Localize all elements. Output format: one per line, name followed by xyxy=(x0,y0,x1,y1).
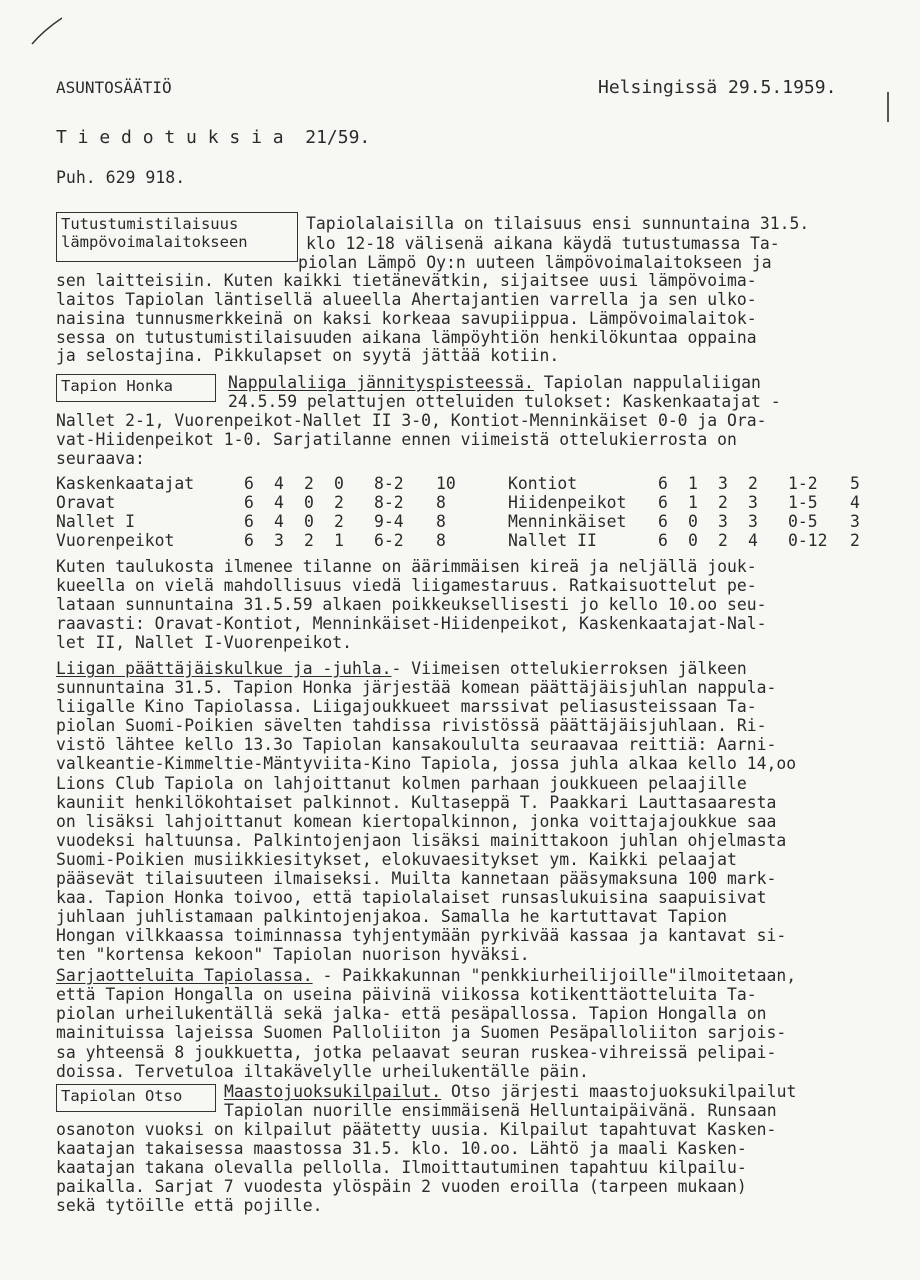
stat-cell: 1 xyxy=(688,474,698,493)
text-line: liigalle Kino Tapiolassa. Liigajoukkueet marssivat peliasusteissaan Ta- xyxy=(56,697,757,717)
organization-name: ASUNTOSÄÄTIÖ xyxy=(56,78,172,97)
text-line: kauniit henkilökohtaiset palkinnot. Kultaseppä T. Paakkari Lauttasaaresta xyxy=(56,792,777,812)
stat-cell: 2 xyxy=(718,493,728,512)
standings-table-right xyxy=(508,474,880,550)
stat-cell: 4 xyxy=(274,493,284,512)
text-line: kaatajan takana olevalla pellolla. Ilmoittautuminen tapahtuu kilpailu- xyxy=(56,1158,747,1178)
team-name-cell: Menninkäiset xyxy=(508,512,627,531)
team-name-cell: Nallet II xyxy=(508,531,597,550)
section-label-box: Tapiolan Otso xyxy=(56,1084,216,1112)
text-line: kaatajan takaisessa maastossa 31.5. klo. 10.oo. Lähtö ja maali Kasken- xyxy=(56,1139,747,1159)
stat-cell: 10 xyxy=(436,474,456,493)
text-line: Lions Club Tapiola on lahjoittanut kolmen parhaan joukkueen pelaajille xyxy=(56,773,747,793)
stat-cell: 4 xyxy=(274,512,284,531)
text-line xyxy=(56,659,747,679)
text-line: kaa. Tapion Honka toivoo, että tapiolalaiset runsaslukuisina saapuisivat xyxy=(56,888,767,908)
text-line: valkeantie-Kimmeltie-Mäntyviita-Kino Tapiola, jossa juhla alkaa kello 14,oo xyxy=(56,754,797,774)
stat-cell: 2 xyxy=(304,531,314,550)
stat-cell: 0-5 xyxy=(788,512,818,531)
text-line: doissa. Tervetuloa iltakävelylle urheilukentälle päin. xyxy=(56,1061,589,1081)
text-line: sessa on tutustumistilaisuuden aikana lämpöyhtiön henkilökuntaa oppaina xyxy=(56,328,757,347)
stat-cell: 6 xyxy=(658,531,668,550)
team-name-cell: Kontiot xyxy=(508,474,578,493)
text-line: on lisäksi lahjoittanut komean kiertopalkinnon, jonka voittajajoukkue saa xyxy=(56,811,777,831)
text-line: ten "kortensa kekoon" Tapiolan nuorison hyväksi. xyxy=(56,945,530,965)
bulletin-title: T i e d o t u k s i a 21/59. xyxy=(56,127,371,148)
text-line: piolan urheilukentällä sekä jalka- että pesäpallossa. Tapion Hongalla on xyxy=(56,1004,767,1024)
stat-cell: 3 xyxy=(718,512,728,531)
text-line: naisina tunnusmerkkeinä on kaksi korkeaa savupiippua. Lämpövoimalaitok- xyxy=(56,309,757,328)
stat-cell: 2 xyxy=(334,512,344,531)
section-heading: Liigan päättäjäiskulkue ja -juhla. xyxy=(56,659,392,678)
text-line: pääsevät tilaisuuteen ilmaiseksi. Muilta kannetaan pääsymaksuna 100 mark- xyxy=(56,869,777,888)
section-heading: Nappulaliiga jännityspisteessä. xyxy=(228,373,534,392)
team-name-cell: Kaskenkaatajat xyxy=(56,474,195,493)
text-line: osanoton vuoksi on kilpailut päätetty uusia. Kilpailut tapahtuvat Kasken- xyxy=(56,1120,777,1139)
stat-cell: 8-2 xyxy=(374,493,404,512)
stat-cell: 8 xyxy=(436,531,446,550)
stat-cell: 5 xyxy=(850,474,860,493)
stat-cell: 6 xyxy=(244,493,254,512)
text-run: Tapiolan nappulaliigan xyxy=(533,373,761,392)
stat-cell: 4 xyxy=(748,531,758,550)
team-name-cell: Oravat xyxy=(56,493,116,512)
stat-cell: 1 xyxy=(688,493,698,512)
stat-cell: 2 xyxy=(304,474,314,493)
stat-cell: 3 xyxy=(718,474,728,493)
table-row xyxy=(56,512,466,531)
text-line: 24.5.59 pelattujen otteluiden tulokset: Kaskenkaatajat - xyxy=(228,392,781,411)
stat-cell: 2 xyxy=(748,474,758,493)
place-date: Helsingissä 29.5.1959. xyxy=(598,77,837,98)
stat-cell: 8-2 xyxy=(374,474,404,493)
table-row xyxy=(508,531,880,550)
team-name-cell: Hiidenpeikot xyxy=(508,493,627,512)
text-line: piolan Suomi-Poikien sävelten tahdissa rivistössä päättäjäisjuhlaan. Ri- xyxy=(56,716,767,736)
stat-cell: 6 xyxy=(658,474,668,493)
stat-cell: 0-12 xyxy=(788,531,828,550)
text-line xyxy=(224,1082,796,1102)
text-run: - Viimeisen ottelukierroksen jälkeen xyxy=(391,659,747,678)
text-line: Hongan vilkkaassa toiminnassa tyhjentymään pyrkivää kassaa ja kantavat si- xyxy=(56,926,787,946)
stat-cell: 2 xyxy=(334,493,344,512)
stat-cell: 2 xyxy=(718,531,728,550)
stat-cell: 6 xyxy=(244,531,254,550)
stat-cell: 8 xyxy=(436,512,446,531)
stat-cell: 4 xyxy=(274,474,284,493)
text-line: vat-Hiidenpeikot 1-0. Sarjatilanne ennen viimeistä ottelukierrosta on xyxy=(56,430,737,449)
text-line: lataan sunnuntaina 31.5.59 alkaen poikkeuksellisesti jo kello 10.oo seu- xyxy=(56,595,767,614)
stat-cell: 0 xyxy=(334,474,344,493)
section-heading: Sarjaotteluita Tapiolassa. xyxy=(56,966,313,985)
stat-cell: 6 xyxy=(658,512,668,531)
text-line: sekä tytöille että pojille. xyxy=(56,1196,323,1216)
text-line: vistö lähtee kello 13.3o Tapiolan kansakoululta seuraavaa reittiä: Aarni- xyxy=(56,735,777,755)
stat-cell: 0 xyxy=(688,531,698,550)
text-line xyxy=(56,966,796,986)
table-row xyxy=(56,474,466,493)
text-line: klo 12-18 välisenä aikana käydä tutustumassa Ta- xyxy=(306,234,780,253)
team-name-cell: Nallet I xyxy=(56,512,135,531)
margin-mark xyxy=(887,92,889,122)
stat-cell: 6 xyxy=(244,512,254,531)
table-row xyxy=(508,474,880,493)
stat-cell: 0 xyxy=(304,493,314,512)
text-line: piolan Lämpö Oy:n uuteen lämpövoimalaitokseen ja xyxy=(298,253,772,272)
stat-cell: 1-2 xyxy=(788,474,818,493)
section-label-box xyxy=(56,212,298,262)
text-line: let II, Nallet I-Vuorenpeikot. xyxy=(56,633,353,652)
team-name-cell: Vuorenpeikot xyxy=(56,531,175,550)
stat-cell: 6-2 xyxy=(374,531,404,550)
stat-cell: 3 xyxy=(850,512,860,531)
text-line: kueella on vielä mahdollisuus viedä liigamestaruus. Ratkaisuottelut pe- xyxy=(56,576,757,595)
text-line: laitos Tapiolan läntisellä alueella Ahertajantien varrella ja sen ulko- xyxy=(56,290,757,309)
text-run: - Paikkakunnan "penkkiurheilijoille"ilmoitetaan, xyxy=(312,966,797,985)
text-line: Tapiolalaisilla on tilaisuus ensi sunnuntaina 31.5. xyxy=(306,214,810,233)
box-line: lämpövoimalaitokseen xyxy=(61,233,248,251)
table-row xyxy=(56,531,466,550)
text-line: Tapiolan nuorille ensimmäisenä Helluntaipäivänä. Runsaan xyxy=(224,1101,777,1120)
stat-cell: 0 xyxy=(304,512,314,531)
standings-table-left xyxy=(56,474,466,550)
stat-cell: 3 xyxy=(274,531,284,550)
text-line: ja selostajina. Pikkulapset on syytä jättää kotiin. xyxy=(56,346,560,365)
pen-stroke-mark xyxy=(30,16,64,46)
text-line: Nallet 2-1, Vuorenpeikot-Nallet II 3-0, Kontiot-Menninkäiset 0-0 ja Ora- xyxy=(56,411,767,430)
text-run: Otso järjesti maastojuoksukilpailut xyxy=(441,1082,797,1101)
text-line: Suomi-Poikien musiikkiesitykset, elokuvaesitykset ym. Kaikki pelaajat xyxy=(56,849,737,869)
text-line: vuodeksi haltuunsa. Palkintojenjaon lisäksi mainittakoon juhlan ohjelmasta xyxy=(56,830,787,850)
table-row xyxy=(508,493,880,512)
text-line: sunnuntaina 31.5. Tapion Honka järjestää komean päättäjäisjuhlan nappula- xyxy=(56,678,777,697)
stat-cell: 4 xyxy=(850,493,860,512)
table-row xyxy=(56,493,466,512)
box-line: Tutustumistilaisuus xyxy=(61,215,239,233)
stat-cell: 9-4 xyxy=(374,512,404,531)
text-line xyxy=(228,373,761,393)
stat-cell: 2 xyxy=(850,531,860,550)
text-line: raavasti: Oravat-Kontiot, Menninkäiset-Hiidenpeikot, Kaskenkaatajat-Nal- xyxy=(56,614,767,633)
table-row xyxy=(508,512,880,531)
phone-number: Puh. 629 918. xyxy=(56,168,186,187)
text-line: Kuten taulukosta ilmenee tilanne on äärimmäisen kireä ja neljällä jouk- xyxy=(56,557,757,576)
text-line: sa yhteensä 8 joukkuetta, jotka pelaavat seuran ruskea-vihreissä pelipai- xyxy=(56,1042,777,1062)
stat-cell: 8 xyxy=(436,493,446,512)
text-line: mainituissa lajeissa Suomen Palloliiton ja Suomen Pesäpalloliiton sarjois- xyxy=(56,1023,787,1043)
text-line: sen laitteisiin. Kuten kaikki tietänevätkin, sijaitsee uusi lämpövoima- xyxy=(56,271,757,290)
text-line: paikalla. Sarjat 7 vuodesta ylöspäin 2 vuoden eroilla (tarpeen mukaan) xyxy=(56,1177,747,1197)
stat-cell: 3 xyxy=(748,493,758,512)
text-line: että Tapion Hongalla on useina päivinä viikossa kotikenttäotteluita Ta- xyxy=(56,985,757,1004)
stat-cell: 6 xyxy=(244,474,254,493)
stat-cell: 3 xyxy=(748,512,758,531)
stat-cell: 1-5 xyxy=(788,493,818,512)
section-label-box: Tapion Honka xyxy=(56,374,216,402)
section-heading: Maastojuoksukilpailut. xyxy=(224,1082,442,1101)
stat-cell: 0 xyxy=(688,512,698,531)
stat-cell: 1 xyxy=(334,531,344,550)
text-line: juhlaan juhlistamaan palkintojenjakoa. Samalla he kartuttavat Tapion xyxy=(56,907,728,927)
text-line: seuraava: xyxy=(56,449,145,468)
stat-cell: 6 xyxy=(658,493,668,512)
